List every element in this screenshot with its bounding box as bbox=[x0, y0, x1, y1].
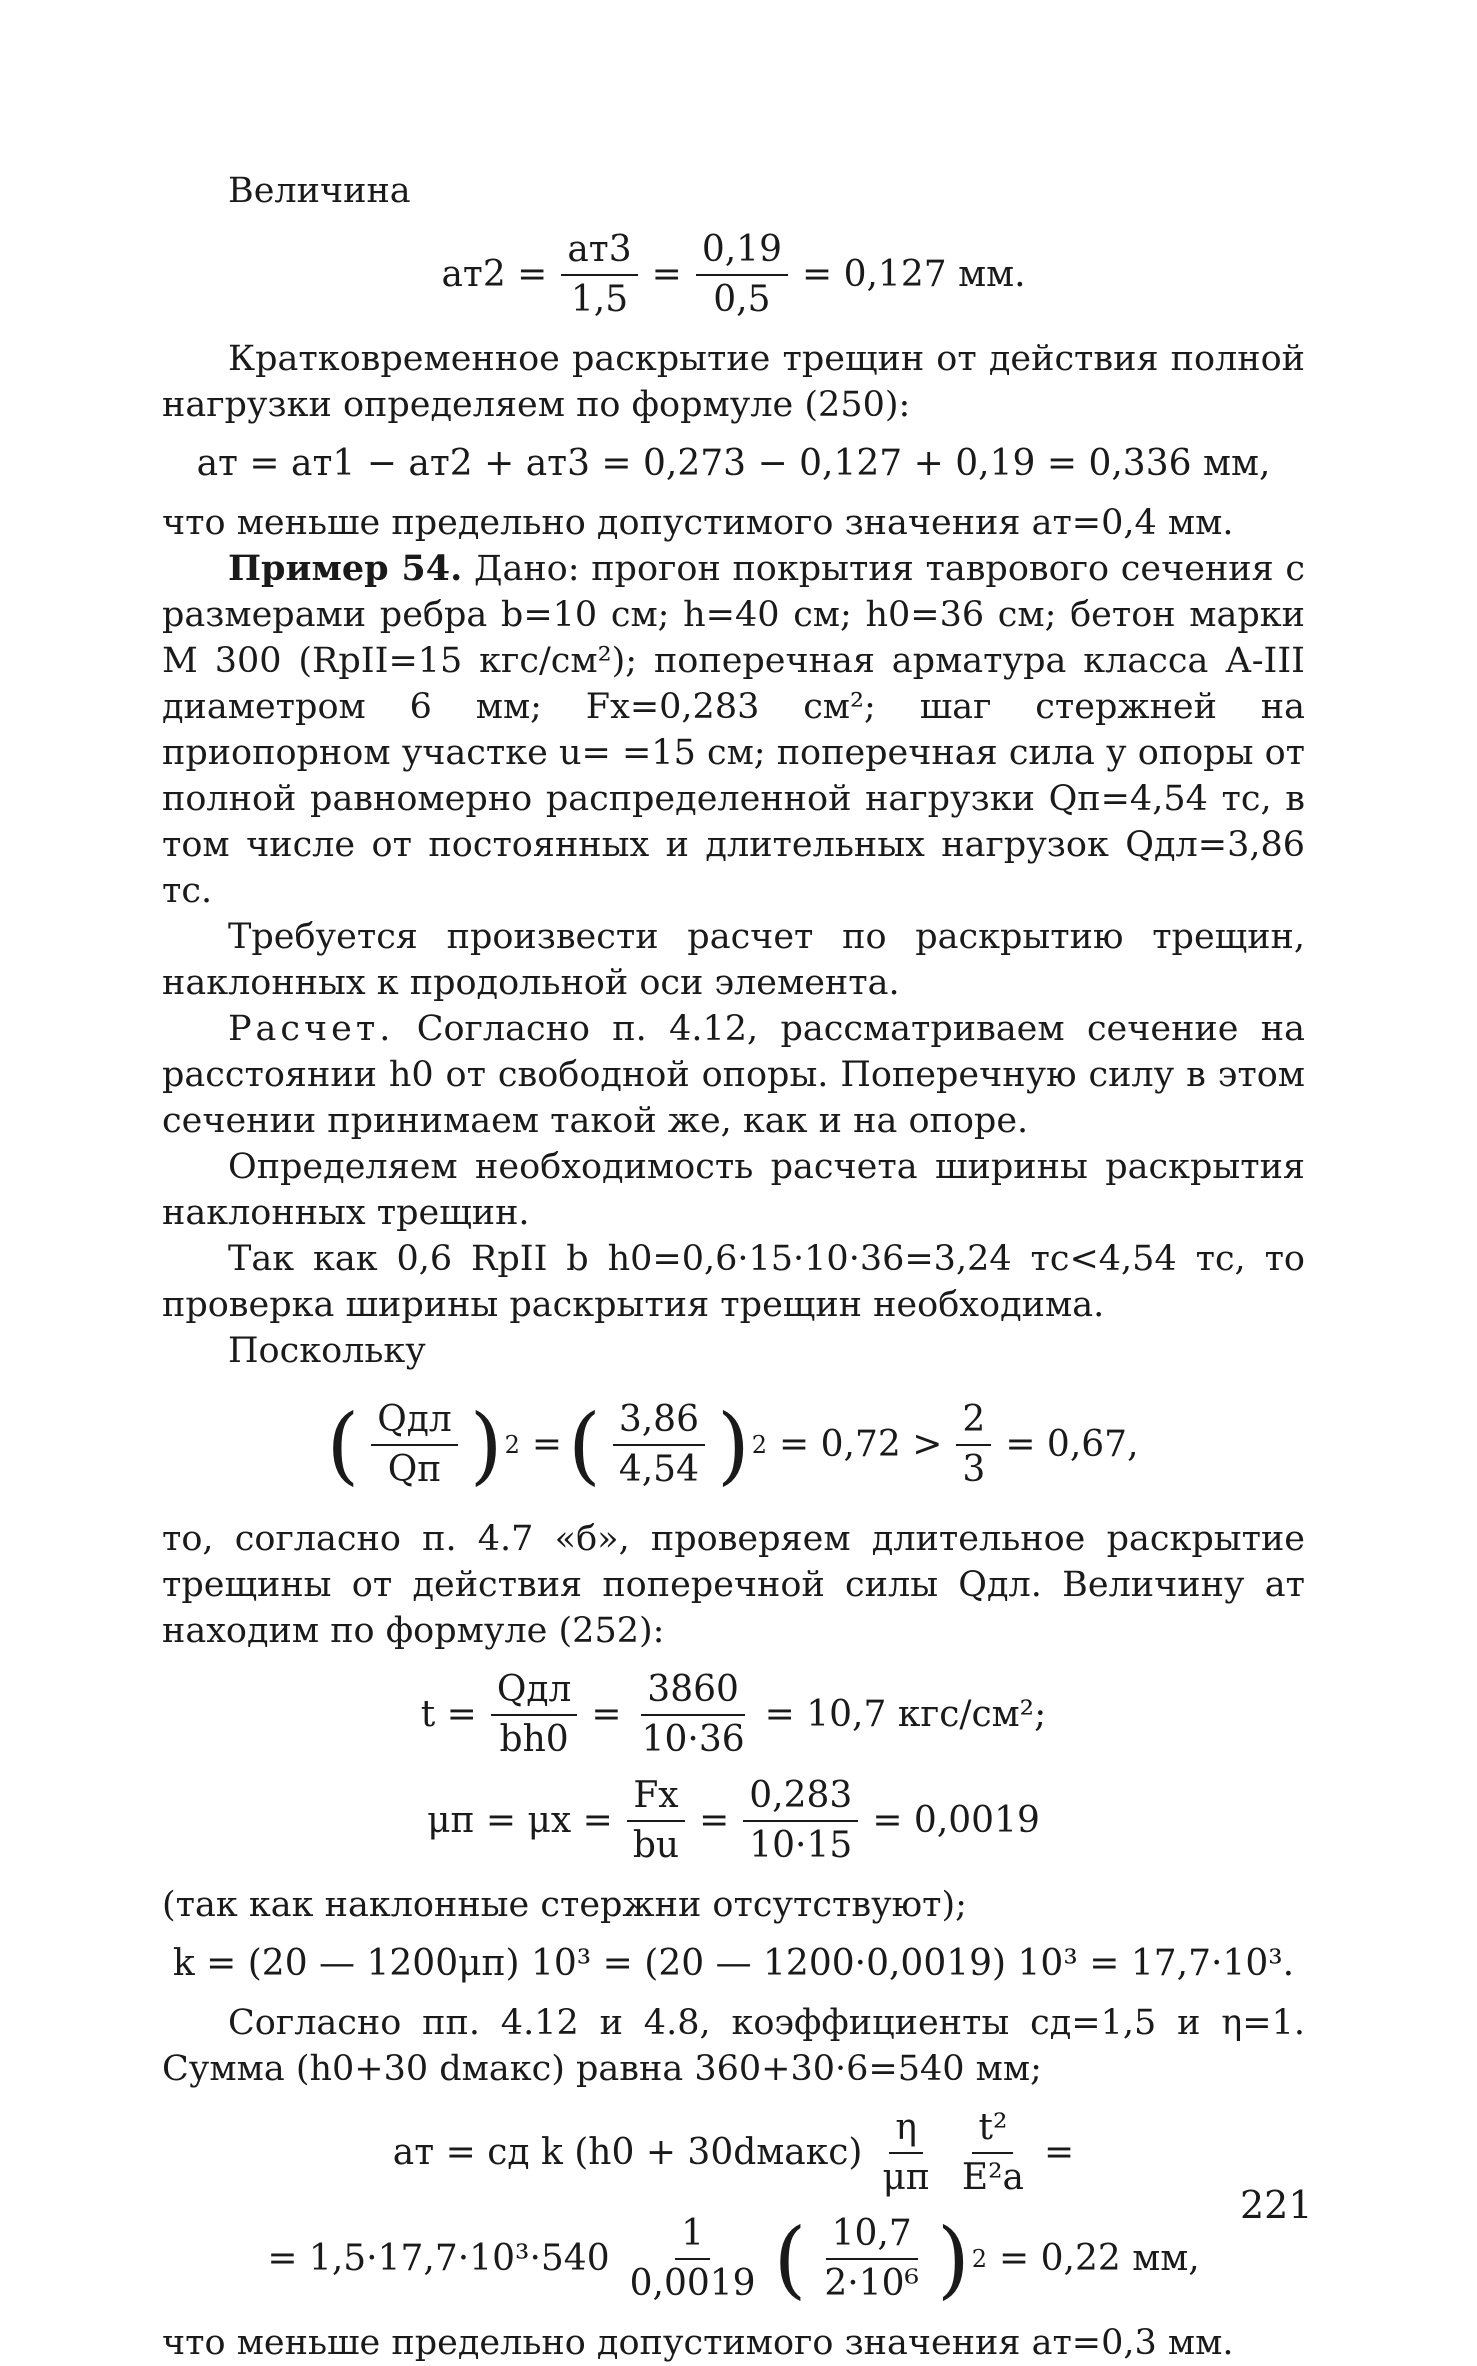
paragraph: Поскольку bbox=[228, 1331, 426, 1371]
paragraph: Требуется произвести расчет по раскрытию трещин, наклонных к продольной оси элемента. bbox=[162, 917, 1305, 1003]
example-label: Пример 54. bbox=[228, 548, 463, 589]
denominator: 10·15 bbox=[749, 1825, 853, 1866]
numerator: Fx bbox=[627, 1776, 684, 1822]
equation-ratio bbox=[162, 1396, 1305, 1494]
denominator: E²а bbox=[961, 2157, 1025, 2198]
equation-mu bbox=[162, 1776, 1305, 1866]
fraction bbox=[818, 2214, 925, 2304]
right-paren: ) bbox=[469, 1396, 503, 1494]
fraction bbox=[743, 1776, 858, 1866]
paragraph: Так как 0,6 RрII b h0=0,6·15·10·36=3,24 тс<4,54 тс, то проверка ширины раскрытия трещин необходима. bbox=[162, 1239, 1305, 1325]
exponent: 2 bbox=[751, 1431, 768, 1459]
right-paren: ) bbox=[716, 1396, 750, 1494]
eq-rhs: = 0,22 мм, bbox=[999, 2238, 1200, 2279]
eq-lhs: μп = μx = bbox=[427, 1800, 613, 1841]
paragraph-example bbox=[162, 546, 1305, 914]
denominator: 10·36 bbox=[641, 1719, 745, 1760]
exponent: 2 bbox=[504, 1431, 520, 1459]
denominator: 0,5 bbox=[713, 279, 771, 320]
equation-k bbox=[162, 1944, 1305, 1984]
eq-sign: = bbox=[699, 1800, 730, 1841]
numerator: 3,86 bbox=[613, 1400, 705, 1446]
paragraph-calculation bbox=[162, 1006, 1305, 1144]
fraction bbox=[696, 230, 788, 320]
eq-rhs: = 0,67, bbox=[1005, 1424, 1139, 1465]
fraction bbox=[561, 230, 637, 320]
paragraph: Кратковременное раскрытие трещин от действия полной нагрузки определяем по формуле (250): bbox=[162, 339, 1305, 425]
fraction bbox=[876, 2108, 935, 2198]
numerator: Qдл bbox=[491, 1670, 578, 1716]
page-number: 221 bbox=[1240, 2183, 1313, 2227]
numerator: 1 bbox=[675, 2214, 710, 2260]
numerator: 2 bbox=[956, 1400, 991, 1446]
fraction bbox=[956, 2108, 1030, 2198]
eq-lhs: t = bbox=[420, 1694, 477, 1735]
eq-rhs: = bbox=[1044, 2132, 1075, 2173]
paragraph: что меньше предельно допустимого значения aт=0,3 мм. bbox=[162, 2323, 1234, 2363]
eq-rhs: = 10,7 кгс/см²; bbox=[764, 1694, 1047, 1735]
eq-rhs: = 0,0019 bbox=[872, 1800, 1040, 1841]
denominator: 1,5 bbox=[570, 279, 629, 320]
left-paren: ( bbox=[326, 1396, 360, 1494]
numerator: 0,283 bbox=[743, 1776, 858, 1822]
eq-sign: = bbox=[531, 1424, 563, 1465]
exponent: 2 bbox=[971, 2245, 988, 2273]
denominator: 0,0019 bbox=[629, 2263, 756, 2304]
eq-lhs: aт2 = bbox=[441, 254, 548, 295]
denominator: 2·10⁶ bbox=[824, 2263, 919, 2304]
paragraph: Согласно пп. 4.12 и 4.8, коэффициенты cд=1,5 и η=1. Сумма (h0+30 dмакс) равна 360+30·6=540 мм; bbox=[162, 2003, 1305, 2089]
equation-t bbox=[162, 1670, 1305, 1760]
numerator: t² bbox=[972, 2108, 1013, 2154]
numerator: aт3 bbox=[561, 230, 637, 276]
equation-at2 bbox=[162, 230, 1305, 320]
equation-text: k = (20 — 1200μп) 10³ = (20 — 1200·0,0019) 10³ = 17,7·10³. bbox=[172, 1943, 1295, 1984]
eq-sign: = bbox=[651, 254, 682, 295]
left-paren: ( bbox=[568, 1396, 601, 1494]
paragraph: Определяем необходимость расчета ширины раскрытия наклонных трещин. bbox=[162, 1147, 1305, 1233]
paragraph: что меньше предельно допустимого значения aт=0,4 мм. bbox=[162, 503, 1234, 543]
numerator: 3860 bbox=[641, 1670, 745, 1716]
denominator: μп bbox=[882, 2157, 930, 2198]
equation-at-sum bbox=[162, 444, 1305, 484]
numerator: 0,19 bbox=[696, 230, 788, 276]
eq-lhs: = 1,5·17,7·10³·540 bbox=[267, 2238, 610, 2279]
denominator: 3 bbox=[962, 1449, 986, 1490]
fraction bbox=[624, 2214, 762, 2304]
fraction bbox=[491, 1670, 578, 1760]
calculation-text: Согласно п. 4.12, рассматриваем сечение на расстоянии h0 от свободной опоры. Поперечную силу в этом сечении принимаем такой же, как и на опоре. bbox=[162, 1009, 1305, 1141]
denominator: bh0 bbox=[499, 1719, 569, 1760]
text-line: Величина bbox=[228, 171, 411, 211]
equation-at-long bbox=[162, 2108, 1305, 2198]
denominator: Qп bbox=[387, 1449, 442, 1490]
calculation-label: Расчет. bbox=[228, 1009, 395, 1049]
left-paren: ( bbox=[773, 2210, 807, 2308]
numerator: Qдл bbox=[371, 1400, 458, 1446]
eq-lhs: aт = cд k (h0 + 30dмакс) bbox=[392, 2132, 863, 2173]
eq-sign: = bbox=[591, 1694, 622, 1735]
paragraph: то, согласно п. 4.7 «б», проверяем длительное раскрытие трещины от действия поперечной силы Qдл. Величину aт находим по формуле (252): bbox=[162, 1519, 1305, 1651]
fraction bbox=[613, 1400, 705, 1490]
example-text: Дано: прогон покрытия таврового сечения с размерами ребра b=10 см; h=40 см; h0=36 см; бетон марки М 300 (RрII=15 кгс/см²); поперечная арматура класса А-III диаметром 6 мм; Fx=0,283 см²; шаг стержней на приопорном участке u= =15 см; поперечная сила у опоры от полной равномерно распределенной нагрузки Qп=4,54 тс, в том числе от постоянных и длительных нагрузок Qдл=3,86 тс. bbox=[162, 549, 1305, 911]
equation-text: aт = aт1 − aт2 + aт3 = 0,273 − 0,127 + 0,19 = 0,336 мм, bbox=[196, 443, 1271, 484]
fraction bbox=[956, 1400, 991, 1490]
equation-at-result bbox=[162, 2210, 1305, 2308]
right-paren: ) bbox=[936, 2210, 970, 2308]
eq-mid: = 0,72 > bbox=[779, 1424, 943, 1465]
denominator: 4,54 bbox=[618, 1449, 699, 1490]
denominator: bu bbox=[632, 1825, 680, 1866]
fraction bbox=[371, 1400, 458, 1490]
paragraph: (так как наклонные стержни отсутствуют); bbox=[162, 1885, 967, 1925]
numerator: 10,7 bbox=[826, 2214, 918, 2260]
fraction bbox=[627, 1776, 685, 1866]
numerator: η bbox=[889, 2108, 923, 2154]
eq-rhs: = 0,127 мм. bbox=[801, 254, 1026, 295]
fraction bbox=[636, 1670, 751, 1760]
